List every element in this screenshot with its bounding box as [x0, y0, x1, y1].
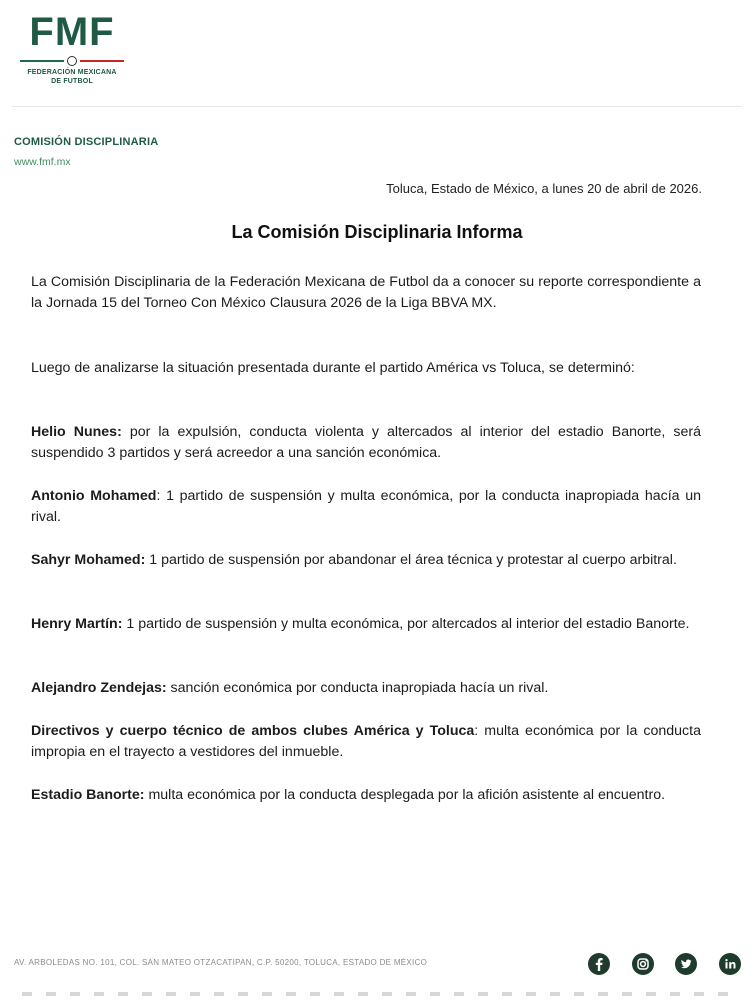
footer-address: AV. ARBOLEDAS NO. 101, COL. SAN MATEO OTZACATIPAN, C.P. 50200, TOLUCA, ESTADO DE MÉXICO [14, 958, 428, 967]
sanction-item [31, 785, 701, 827]
intro-paragraph: La Comisión Disciplinaria de la Federación Mexicana de Futbol da a conocer su reporte correspondiente a la Jornada 15 del Torneo Con México Clausura 2026 de la Liga BBVA MX. [31, 274, 701, 311]
sanction-name: Sahyr Mohamed: [31, 552, 146, 568]
linkedin-icon[interactable] [719, 953, 741, 975]
twitter-icon[interactable] [675, 953, 697, 975]
header-divider [12, 106, 742, 107]
logo-subtitle-line2: DE FUTBOL [51, 78, 93, 85]
footer-dotted-rule [22, 992, 732, 996]
sanction-name: Directivos y cuerpo técnico de ambos clubes América y Toluca [31, 723, 475, 739]
sanction-text: multa económica por la conducta desplegada por la afición asistente al encuentro. [144, 787, 666, 803]
sanction-text: sanción económica por conducta inapropiada hacía un rival. [166, 680, 549, 696]
sanction-item [31, 678, 701, 699]
sanction-text: : multa económica por la conducta impropia en el trayecto a vestidores del inmueble. [31, 723, 701, 760]
sanction-name: Alejandro Zendejas: [31, 680, 167, 696]
sanction-name: Antonio Mohamed [31, 488, 157, 504]
document-title: La Comisión Disciplinaria Informa [231, 222, 523, 242]
sanction-item [31, 614, 701, 656]
logo-green-bar [20, 60, 64, 62]
dateline: Toluca, Estado de México, a lunes 20 de abril de 2026. [386, 181, 702, 196]
sanction-item [31, 550, 701, 592]
sanction-text: 1 partido de suspensión por abandonar el área técnica y protestar al cuerpo arbitral. [145, 552, 677, 568]
sanction-name: Henry Martín: [31, 616, 123, 632]
sanction-item [31, 721, 701, 763]
determination-paragraph: Luego de analizarse la situación presentada durante el partido América vs Toluca, se determinó: [31, 360, 635, 376]
sanction-name: Helio Nunes: [31, 424, 122, 440]
sanction-name: Estadio Banorte: [31, 787, 145, 803]
sanction-text: por la expulsión, conducta violenta y altercados al interior del estadio Banorte, será suspendido 3 partidos y será acreedor a una sanción económica. [31, 424, 701, 461]
sanction-item [31, 486, 701, 528]
commission-heading: COMISIÓN DISCIPLINARIA [14, 136, 159, 148]
instagram-icon[interactable] [632, 953, 654, 975]
logo-stripe [20, 56, 124, 66]
fmf-logo [16, 10, 128, 86]
soccer-ball-icon [67, 56, 77, 66]
facebook-icon[interactable] [588, 953, 610, 975]
sanction-item [31, 422, 701, 464]
document-body [31, 272, 701, 827]
sanction-text: : 1 partido de suspensión y multa económica, por la conducta inapropiada hacía un rival. [31, 488, 702, 525]
website-link[interactable]: www.fmf.mx [14, 156, 71, 168]
logo-red-bar [80, 60, 124, 62]
logo-text: FMF [29, 10, 115, 54]
sanction-text: 1 partido de suspensión y multa económica, por altercados al interior del estadio Banorte. [122, 616, 690, 632]
logo-subtitle-line1: FEDERACIÓN MEXICANA [27, 69, 117, 76]
